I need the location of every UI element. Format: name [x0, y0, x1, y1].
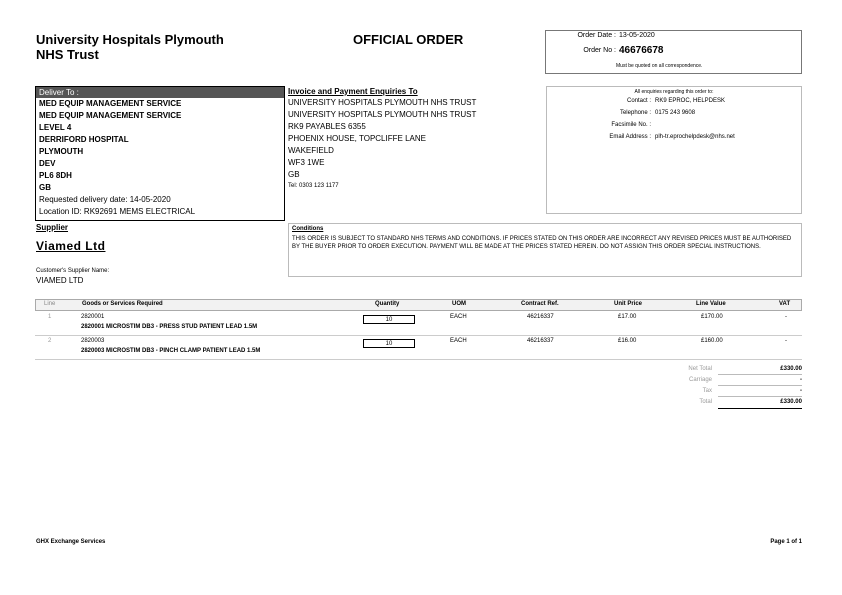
- supplier-name: Viamed Ltd: [36, 239, 106, 253]
- carriage-value: -: [800, 377, 802, 383]
- tax-label: Tax: [702, 388, 712, 394]
- totals-rule: [718, 374, 802, 375]
- row-unit-price: £17.00: [618, 314, 637, 320]
- invoice-line: UNIVERSITY HOSPITALS PLYMOUTH NHS TRUST: [288, 110, 477, 119]
- row-divider: [35, 335, 802, 336]
- total-label: Total: [699, 399, 712, 405]
- enquiries-note: All enquiries regarding this order to:: [634, 89, 714, 95]
- conditions-header: Conditions: [292, 226, 324, 232]
- col-uom: UOM: [452, 301, 466, 307]
- email-value[interactable]: plh-tr.eprochelpdesk@nhs.net: [655, 134, 735, 140]
- invoice-header: Invoice and Payment Enquiries To: [288, 87, 418, 96]
- invoice-enquiries-block: [288, 86, 546, 214]
- deliver-line: GB: [39, 183, 51, 192]
- row-uom: EACH: [450, 338, 467, 344]
- row-vat: -: [785, 314, 787, 320]
- deliver-line: DEV: [39, 159, 56, 168]
- invoice-line: PHOENIX HOUSE, TOPCLIFFE LANE: [288, 134, 426, 143]
- net-total-value: £330.00: [780, 366, 802, 372]
- order-no-label: Order No :: [583, 47, 616, 54]
- col-unit-price: Unit Price: [614, 301, 643, 307]
- col-quantity: Quantity: [375, 301, 400, 307]
- row-description: 2820003 MICROSTIM DB3 - PINCH CLAMP PATIENT LEAD 1.5M: [81, 348, 261, 354]
- telephone-label: Telephone :: [619, 110, 651, 116]
- totals-rule: [718, 396, 802, 397]
- document-title: OFFICIAL ORDER: [353, 32, 464, 47]
- quantity-field: 10: [363, 339, 415, 348]
- organisation-name: [36, 32, 224, 62]
- net-total-label: Net Total: [688, 366, 712, 372]
- row-divider: [35, 359, 802, 360]
- invoice-line: WAKEFIELD: [288, 146, 334, 155]
- conditions-box: [288, 223, 802, 277]
- order-info-box: [545, 30, 802, 74]
- row-line-value: £170.00: [701, 314, 723, 320]
- table-header: [35, 299, 802, 311]
- quantity-field: 10: [363, 315, 415, 324]
- org-line-2: NHS Trust: [36, 47, 99, 62]
- customer-supplier-value: VIAMED LTD: [36, 276, 84, 285]
- page-number: Page 1 of 1: [770, 539, 802, 545]
- conditions-text: THIS ORDER IS SUBJECT TO STANDARD NHS TERMS AND CONDITIONS. IF PRICES STATED ON THIS ORDER ARE INCORRECT ANY REVISED PRICES MUST BE AUTHORISED BY THE BUYER PRIOR TO ORDER EXECUTION. PAYMENT WILL BE MADE AT THE PRICES STATED HEREIN. DO NOT ASSIGN THIS ORDER SPECIAL INSTRUCTIONS.: [292, 236, 792, 250]
- enquiries-box: [546, 86, 802, 214]
- deliver-to-box: [35, 86, 285, 221]
- telephone-value: 0175 243 9608: [655, 110, 696, 116]
- order-no-value: 46676678: [619, 45, 664, 56]
- row-line-number: 2: [48, 338, 52, 344]
- row-vat: -: [785, 338, 787, 344]
- deliver-line: PLYMOUTH: [39, 147, 84, 156]
- row-contract: 46216337: [527, 314, 554, 320]
- footer-left: GHX Exchange Services: [36, 539, 106, 545]
- totals-rule: [718, 385, 802, 386]
- col-goods: Goods or Services Required: [82, 301, 163, 307]
- invoice-line: GB: [288, 170, 300, 179]
- org-line-1: University Hospitals Plymouth: [36, 32, 224, 47]
- order-date-value: 13-05-2020: [619, 32, 655, 39]
- row-code: 2820003: [81, 338, 105, 344]
- row-line-value: £160.00: [701, 338, 723, 344]
- deliver-line: MED EQUIP MANAGEMENT SERVICE: [39, 111, 182, 120]
- contact-value: RK9 EPROC, HELPDESK: [655, 98, 726, 104]
- col-vat: VAT: [779, 301, 791, 307]
- location-id: Location ID: RK92691 MEMS ELECTRICAL: [39, 207, 196, 216]
- email-label: Email Address :: [609, 134, 651, 140]
- deliver-line: MED EQUIP MANAGEMENT SERVICE: [39, 99, 182, 108]
- requested-delivery-date: Requested delivery date: 14-05-2020: [39, 195, 171, 204]
- row-unit-price: £16.00: [618, 338, 637, 344]
- customer-supplier-label: Customer's Supplier Name:: [36, 268, 110, 274]
- invoice-line: UNIVERSITY HOSPITALS PLYMOUTH NHS TRUST: [288, 98, 477, 107]
- invoice-line: WF3 1WE: [288, 158, 325, 167]
- row-contract: 46216337: [527, 338, 554, 344]
- col-line-value: Line Value: [696, 301, 726, 307]
- carriage-label: Carriage: [688, 377, 712, 383]
- invoice-line: RK9 PAYABLES 6355: [288, 122, 366, 131]
- invoice-telephone: Tel: 0303 123 1177: [288, 183, 339, 189]
- row-code: 2820001: [81, 314, 105, 320]
- total-value: £330.00: [780, 399, 802, 405]
- col-contract: Contract Ref.: [521, 301, 559, 307]
- quote-note: Must be quoted on all correspondence.: [616, 63, 703, 69]
- row-uom: EACH: [450, 314, 467, 320]
- contact-label: Contact :: [626, 98, 651, 104]
- deliver-line: PL6 8DH: [39, 171, 72, 180]
- deliver-to-header: Deliver To :: [36, 87, 284, 98]
- order-date-label: Order Date :: [577, 32, 616, 39]
- fax-label: Facsimile No. :: [611, 122, 651, 128]
- row-line-number: 1: [48, 314, 52, 320]
- col-line: Line: [44, 301, 56, 307]
- row-description: 2820001 MICROSTIM DB3 - PRESS STUD PATIENT LEAD 1.5M: [81, 324, 258, 330]
- deliver-line: LEVEL 4: [39, 123, 72, 132]
- totals-rule: [718, 408, 802, 409]
- tax-value: -: [800, 388, 802, 394]
- supplier-label: Supplier: [36, 223, 69, 232]
- deliver-line: DERRIFORD HOSPITAL: [39, 135, 129, 144]
